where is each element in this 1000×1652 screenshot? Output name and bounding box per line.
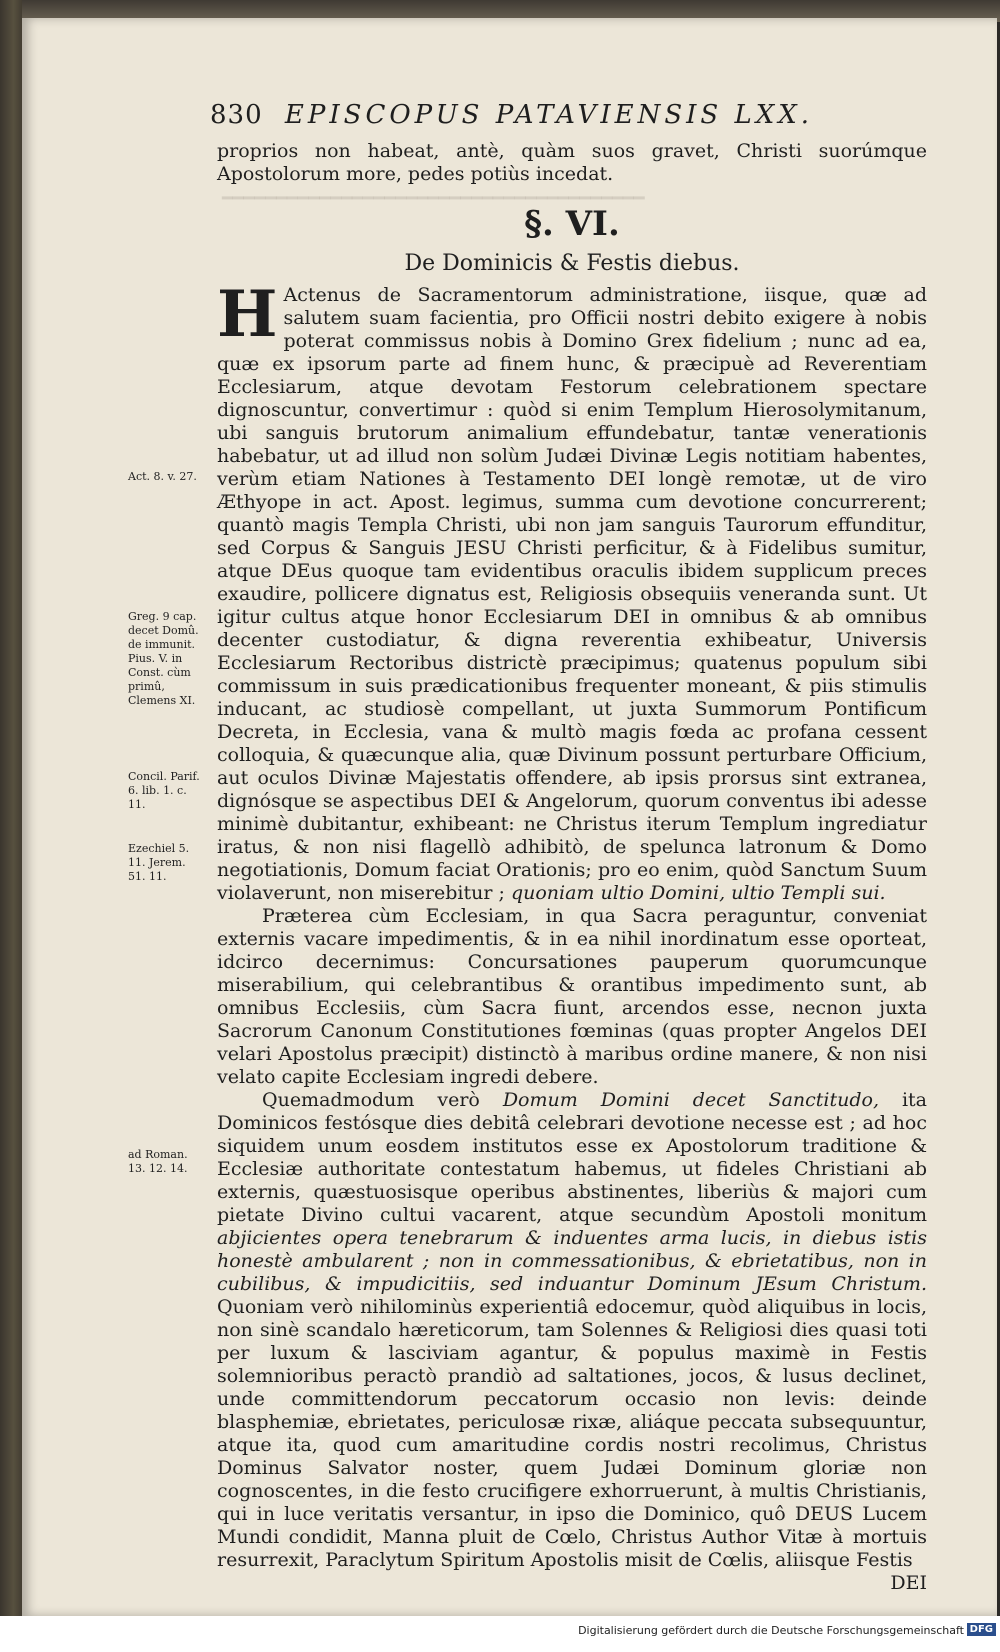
main-text xyxy=(217,140,927,1595)
catchword: DEI xyxy=(890,1572,927,1594)
page-header xyxy=(210,100,930,130)
funding-notice: Digitalisierung gefördert durch die Deutsche Forschungsgemeinschaft xyxy=(578,1624,964,1637)
intro-text: proprios non habeat, antè, quàm suos gravet, Christi suorúmque Apostolorum more, pedes potiùs incedat. xyxy=(217,140,927,185)
drop-capital: H xyxy=(217,277,278,352)
page-number: 830 xyxy=(210,100,263,130)
paragraph-1-text: Actenus de Sacramentorum administratione, iisque, quæ ad salutem suam facientia, pro Officii nostri debito exigere à nobis poterat commissus nobis à Domino Grex fidelium ; nunc ad ea, quæ ex ipsorum parte ad finem hunc, & præcipuè ad Reverentiam Ecclesiarum, atque devotam Festorum celebrationem spectare dignoscuntur, convertimur : quòd si enim Templum Hierosolymitanum, ubi sanguis brutorum animalium effundebatur, tantæ venerationis habebatur, ut ad illud non solùm Judæi Divinæ Legis notitiam habentes, verùm etiam Nationes à Testamento DEI longè remotæ, ut de viro Æthyope in act. Apost. legimus, summa cum devotione concurrerent; quantò magis Templa Christi, ubi non jam sanguis Taurorum effunditur, sed Corpus & Sanguis JESU Christi perficitur, & à Fidelibus sumitur, atque DEus quoque tam evidentibus oraculis ibidem supplicum preces exaudire, pollicere dignatus est, Religiosis obsequiis veneranda sunt. Ut igitur cultus atque honor Ecclesiarum DEI in omnibus & ab omnibus decenter custodiatur, & digna reverentia exhibeatur, Universis Ecclesiarum Rectoribus districtè præcipimus; quatenus populum sibi commissum in suis prædicationibus frequenter moneant, & piis stimulis inducant, ac studiosè compellant, ut juxta Summorum Pontificum Decreta, in Ecclesia, vana & multò magis fœda ac profana cessent colloquia, & quæcunque alia, quæ Divinum possunt perturbare Officium, aut oculos Divinæ Majestatis offendere, ab ipsis prorsus sint extranea, dignósque se aspectibus DEI & Angelorum, quorum conventus ibi adesse minimè dubitantur, exhibeant: ne Christus iterum Templum ingrediatur iratus, & non nisi flagellò adhibitò, de spelunca latronum & Domo negotiationis, Domum faciat Orationis; pro eo enim, quòd Sanctum Suum violaverunt, non miserebitur ; xyxy=(217,284,927,904)
dfg-logo: DFG xyxy=(967,1623,996,1636)
margin-note-act: Act. 8. v. 27. xyxy=(128,470,197,483)
margin-note-roman: ad Roman. 13. 12. 14. xyxy=(128,1148,188,1175)
margin-note-greg: Greg. 9 cap. decet Domû. de immunit. Pius. V. in Const. cùm primû, Clemens XI. xyxy=(128,610,199,707)
section-subtitle: De Dominicis & Festis diebus. xyxy=(404,251,740,276)
paragraph-1 xyxy=(217,277,927,905)
paragraph-2: Præterea cùm Ecclesiam, in qua Sacra peraguntur, conveniat externis vacare impedimentis, & in ea nihil inordinatum esse oporteat, idcirco decernimus: Concursationes pauperum quorumcunque miserabilium, qui celebrantibus & orantibus impedimento sunt, ab omnibus Ecclesiis, cùm Sacra fiunt, arcendos esse, necnon juxta Sacrorum Canonum Constitutiones fœminas (quas propter Angelos DEI velari Apostolus præcipit) distinctò à maribus ordine manere, & non nisi velato capite Ecclesiam ingredi debere. xyxy=(217,905,927,1088)
margin-note-concil: Concil. Parif. 6. lib. 1. c. 11. xyxy=(128,770,200,811)
paragraph-3 xyxy=(217,1089,927,1572)
bleed-through: ━━━━━━━━━━━━━━━━━━━━━━━━━━━━━━━━━━━━━━━ xyxy=(222,188,645,209)
margin-note-ezechiel: Ezechiel 5. 11. Jerem. 51. 11. xyxy=(128,842,190,883)
running-title: EPISCOPUS PATAVIENSIS LXX. xyxy=(284,100,814,130)
paragraph-3-start: Quemadmodum verò xyxy=(262,1089,480,1111)
section-title: §. VI. xyxy=(524,204,620,244)
paragraph-3-mid: ita Dominicos festósque dies debitâ celebrari devotione necesse est ; ad hoc siquidem unum eosdem institutos esse ex Apostolorum traditione & Ecclesiæ authoritate contestatum habemus, ut fideles Christiani ab externis, quæstuosisque operibus abstinentes, liberiùs & majori cum pietate Divino cultui vacarent, atque secundùm Apostoli monitum xyxy=(217,1089,927,1226)
paragraph-3-end: Quoniam verò nihilominùs experientiâ edocemur, quòd aliquibus in locis, non sinè scandalo hæreticorum, tam Solennes & Religiosi dies quasi toti per luxum & lasciviam agantur, & populus maximè in Festis solemnioribus peractò prandiò ad saltationes, jocos, & lusus declinet, unde committendorum peccatorum occasio non levis: deinde blasphemiæ, ebrietates, periculosæ rixæ, aliáque peccata subsequuntur, atque ita, quod cum amaritudine cordis nostri recolimus, Christus Dominus Salvator noster, quem Judæi Dominum gloriæ non cognoscentes, in die festo crucifigere exhorruerunt, à multis Christianis, qui in luce veritatis versantur, in ipso die Dominico, quô DEUS Lucem Mundi condidit, Manna pluit de Cœlo, Christus Author Vitæ à mortuis resurrexit, Paraclytum Spiritum Apostolis misit de Cœlis, aliisque Festis xyxy=(217,1296,927,1571)
paragraph-3-italic-1: Domum Domini decet Sanctitudo, xyxy=(502,1089,880,1111)
paragraph-1-italic: quoniam ultio Domini, ultio Templi sui. xyxy=(510,882,886,904)
footer-bar xyxy=(0,1616,1000,1652)
paragraph-3-italic-2: abjicientes opera tenebrarum & induentes arma lucis, in diebus istis honestè ambularent ; non in commessationibus, & ebrietatibus, non in cubilibus, & impudicitiis, sed induantur Dominum JEsum Christum. xyxy=(217,1227,927,1295)
